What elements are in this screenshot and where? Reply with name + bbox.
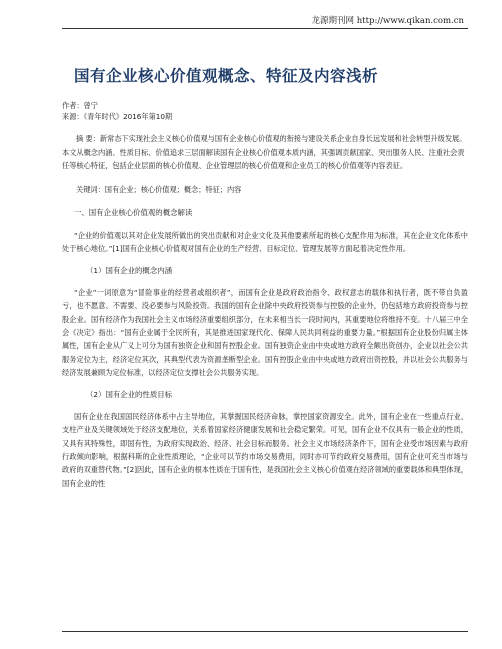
site-header: 龙源期刊网 http://www.qikan.com.cn <box>311 16 464 26</box>
paragraph-3: 国有企业在我国国民经济体系中占主导地位，其掌握国民经济命脉，掌控国家资源安全。此外，国有企业在一些重点行业、支柱产业及关键领域处于经济支配地位，关系着国家经济健康发展和社会稳定繁荣。可见，国有企业不仅具有一般企业的性质，又具有其特殊性，即国有性，为政府实现政治、经济、社会目标而服务。社会主义市场经济条件下，国有企业受市场因素与政府行政倾向影响，根据科斯的企业性质理论，“企业可以节约市场交易费用，同时亦可节约政府交易费用，国有企业可充当市场与政府的双重替代物。”[2]因此，国有企业的根本性质在于国有性，是我国社会主义核心价值观在经济领域的重要载体和典型体现，国有企业的性 <box>62 412 468 488</box>
article-abstract: 摘 要：新常态下实现社会主义核心价值观与国有企业核心价值观的衔接与建设关系企业自身长远发展和社会转型升级发展。本文从概念内涵、性质目标、价值追求三层面解读国有企业核心价值观本质内涵，其强调贡献国家、突出服务人民、注重社会责任等核心特征，包括企业层面的核心价值观、企业管理层的核心价值观和企业员工的核心价值观等内容表征。 <box>62 134 467 170</box>
article-title: 国有企业核心价值观概念、特征及内容浅析 <box>74 67 379 85</box>
subsection-heading-2: （2）国有企业的性质目标 <box>86 390 173 400</box>
footer-rule <box>62 631 468 632</box>
article-source: 来源：《青年时代》2016年第10期 <box>62 112 173 121</box>
paragraph-2: “企业”一词原意为“冒险事业的经营者或组织者”，而国有企业是政府政治指令、政权意志的载体和执行者，既不带自负盈亏，也不愿意、不需要、没必要参与风险投资。我国的国有企业除中央政府投资参与控股的企业外，仍包括地方政府投资参与控股企业。国有经济作为我国社会主义市场经济重要组织部分，在未来相当长一段时间内，其重要地位将维持不变。十八届三中全会《决定》指出：“国有企业属于全民所有，其是推进国家现代化、保障人民共同利益的重要力量。”根据国有企业股份归属主体属性，国有企业从广义上可分为国有独资企业和国有控股企业。国有独资企业由中央或地方政府全额出资创办，企业以社会公共服务定位为主，经济定位其次，其典型代表为资源垄断型企业。国有控股企业由中央或地方政府出资控股，并以社会公共服务与经济发展兼顾为定位标准，以经济定位支撑社会公共服务实现。 <box>62 288 468 377</box>
document-body <box>62 34 468 490</box>
section-heading-1: 一、国有企业核心价值观的概念解读 <box>74 207 193 217</box>
article-author: 作者：曾宁 <box>62 101 98 110</box>
header-rule <box>62 28 468 29</box>
article-keywords: 关键词：国有企业；核心价值观；概念；特征；内容 <box>76 184 242 194</box>
subsection-heading-1: （1）国有企业的概念内涵 <box>86 266 173 276</box>
paragraph-1: “企业的价值观以其对企业发展所做出的突出贡献和对企业文化及其他要素所起的核心支配作用为标准，其在企业文化体系中处于核心地位。”[1]国有企业核心价值观对国有企业的生产经营、目标定位、管理发展等方面起着决定性作用。 <box>62 230 468 253</box>
